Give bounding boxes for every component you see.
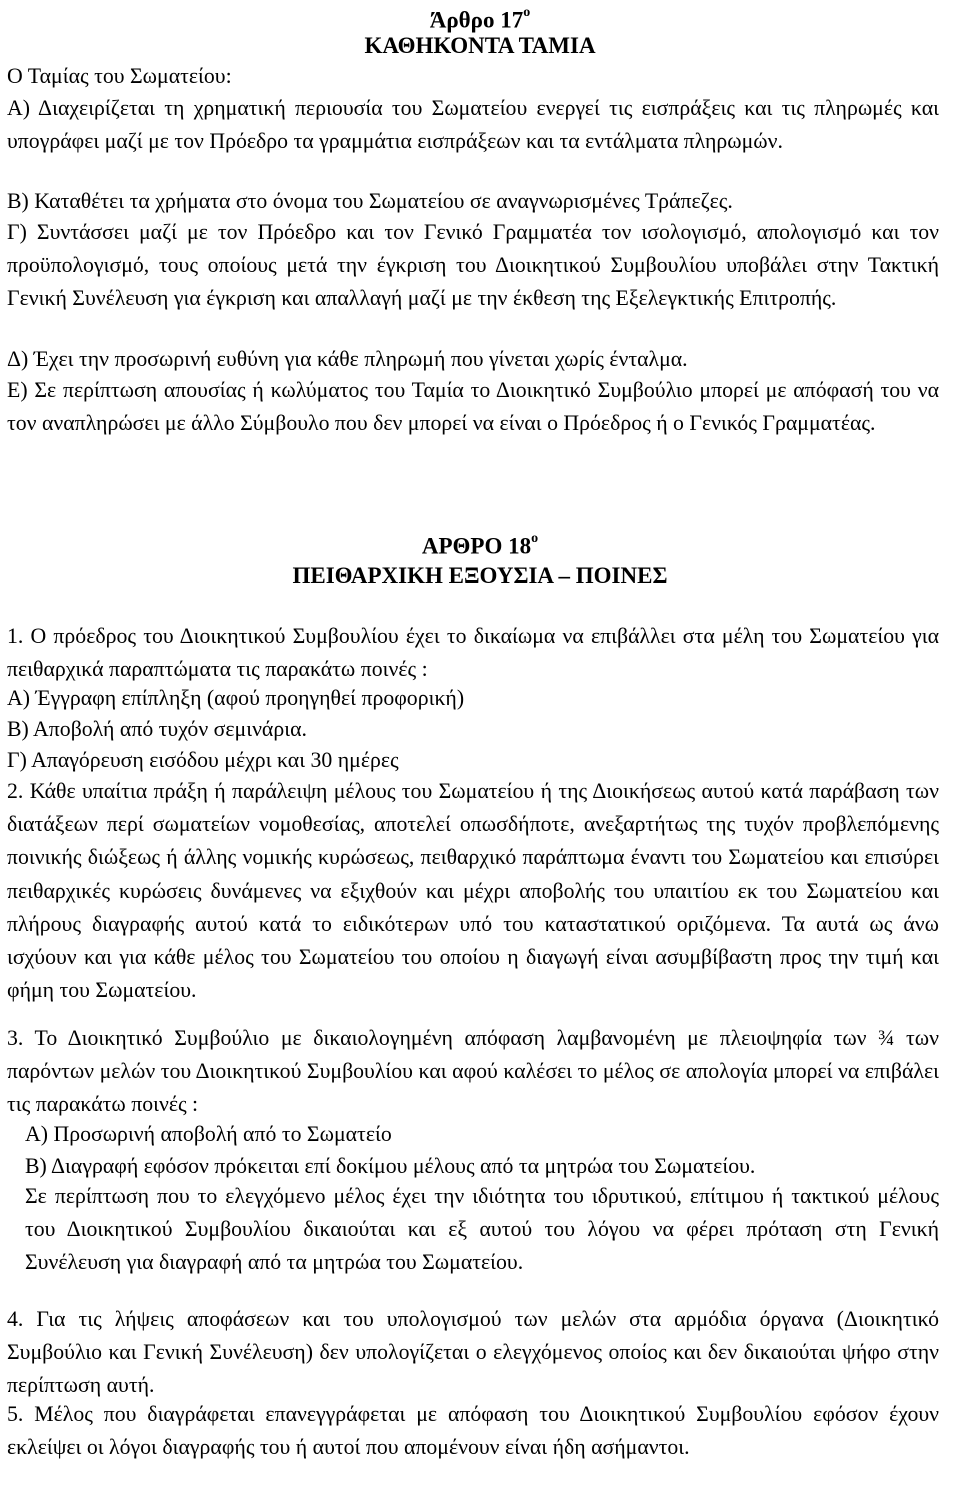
article-18-paragraph-5: 5. Μέλος που διαγράφεται επανεγγράφεται με απόφαση του Διοικητικού Συμβουλίου εφόσον έχουν εκλείψει οι λόγοι διαγραφής του ή αυτοί που απομένουν είναι ήδη ασήμαντοι. bbox=[7, 1402, 939, 1460]
article-18-paragraph-1: 1. Ο πρόεδρος του Διοικητικού Συμβουλίου έχει το δικαίωμα να επιβάλλει στα μέλη του Σωματείου για πειθαρχικά παραπτώματα τις παρακάτω ποινές : bbox=[7, 624, 939, 682]
article-17-item-b: Β) Καταθέτει τα χρήματα στο όνομα του Σωματείου σε αναγνωρισμένες Τράπεζες. bbox=[7, 189, 733, 213]
article-18-paragraph-3: 3. Το Διοικητικό Συμβούλιο με δικαιολογημένη απόφαση λαμβανομένη με πλειοψηφία των ¾ των παρόντων μελών του Διοικητικού Συμβουλίου και αφού καλέσει το μέλος σε απολογία μπορεί να επιβάλει τις παρακάτω ποινές : bbox=[7, 1026, 939, 1117]
article-17-heading-text: Άρθρο 17 bbox=[429, 7, 524, 33]
article-17-item-a: Α) Διαχειρίζεται τη χρηματική περιουσία του Σωματείου ενεργεί τις εισπράξεις και τις πληρωμές και υπογράφει μαζί με τον Πρόεδρο τα γραμμάτια εισπράξεων και τα εντάλματα πληρωμών. bbox=[7, 96, 939, 154]
article-18-penalty-3b: Β) Διαγραφή εφόσον πρόκειται επί δοκίμου μέλους από τα μητρώα του Σωματείου. bbox=[25, 1154, 756, 1178]
article-17-item-c: Γ) Συντάσσει μαζί με τον Πρόεδρο και τον Γενικό Γραμματέα τον ισολογισμό, απολογισμό και τον προϋπολογισμό, τους οποίους μετά την έγκριση του Διοικητικού Συμβουλίου υποβάλει στην Τακτική Γενική Συνέλευση για έγκριση και απαλλαγή μαζί με την έκθεση της Εξελεγκτικής Επιτροπής. bbox=[7, 220, 939, 311]
article-17-intro: Ο Ταμίας του Σωματείου: bbox=[7, 64, 232, 88]
article-17-title: ΚΑΘΗΚΟΝΤΑ ΤΑΜΙΑ bbox=[364, 33, 596, 58]
article-18-heading-text: ΑΡΘΡΟ 18 bbox=[421, 533, 532, 559]
article-18-penalty-a: Α) Έγγραφη επίπληξη (αφού προηγηθεί προφορική) bbox=[7, 686, 465, 710]
article-17-heading bbox=[0, 2, 960, 35]
article-18-penalty-3a: Α) Προσωρινή αποβολή από το Σωματείο bbox=[25, 1122, 392, 1146]
article-18-paragraph-3-note: Σε περίπτωση που το ελεγχόμενο μέλος έχει την ιδιότητα του ιδρυτικού, επίτιμου ή τακτικού μέλους του Διοικητικού Συμβουλίου δικαιούται και εξ αυτού του λόγου να φέρει πρόταση στη Γενική Συνέλευση για διαγραφή από τα μητρώα του Σωματείου. bbox=[25, 1184, 939, 1275]
article-17-item-e: Ε) Σε περίπτωση απουσίας ή κωλύματος του Ταμία το Διοικητικό Συμβούλιο μπορεί με απόφασή του να τον αναπληρώσει με άλλο Σύμβουλο που δεν μπορεί να είναι ο Πρόεδρος ή ο Γενικός Γραμματέας. bbox=[7, 378, 939, 436]
article-18-penalty-b: Β) Αποβολή από τυχόν σεμινάρια. bbox=[7, 717, 307, 741]
article-18-title: ΠΕΙΘΑΡΧΙΚΗ ΕΞΟΥΣΙΑ – ΠΟΙΝΕΣ bbox=[292, 563, 668, 588]
article-18-ordinal: ο bbox=[531, 531, 539, 546]
article-18-paragraph-4: 4. Για τις λήψεις αποφάσεων και του υπολογισμού των μελών στα αρμόδια όργανα (Διοικητικό Συμβούλιο και Γενική Συνέλευση) δεν υπολογίζεται ο ελεγχόμενος οποίος και δεν δικαιούται ψήφο στην περίπτωση αυτή. bbox=[7, 1307, 939, 1398]
article-17-item-d: Δ) Έχει την προσωρινή ευθύνη για κάθε πληρωμή που γίνεται χωρίς ένταλμα. bbox=[7, 347, 688, 371]
article-17-ordinal: ο bbox=[523, 5, 531, 20]
article-18-paragraph-2: 2. Κάθε υπαίτια πράξη ή παράλειψη μέλους του Σωματείου ή της Διοικήσεως αυτού κατά παράβαση των διατάξεων περί σωματείων νομοθεσίας, αποτελεί οπωσδήποτε, ανεξαρτήτως της τυχόν προβλεπόμενης ποινικής διώξεως ή άλλης νομικής κυρώσεως, πειθαρχικό παράπτωμα έναντι του Σωματείου και επισύρει πειθαρχικές κυρώσεις δυνάμενες να εξιχθούν και μέχρι αποβολής του υπαιτίου εκ του Σωματείου και πλήρους διαγραφής αυτού κατά το ειδικότερων υπό του καταστατικού οριζόμενα. Τα αυτά ως άνω ισχύουν και για κάθε μέλος του Σωματείου του οποίου η διαγωγή είναι ασυμβίβαστη προς την τιμή και φήμη του Σωματείου. bbox=[7, 779, 939, 1003]
article-18-penalty-c: Γ) Απαγόρευση εισόδου μέχρι και 30 ημέρες bbox=[7, 748, 399, 772]
article-18-heading bbox=[0, 528, 960, 561]
